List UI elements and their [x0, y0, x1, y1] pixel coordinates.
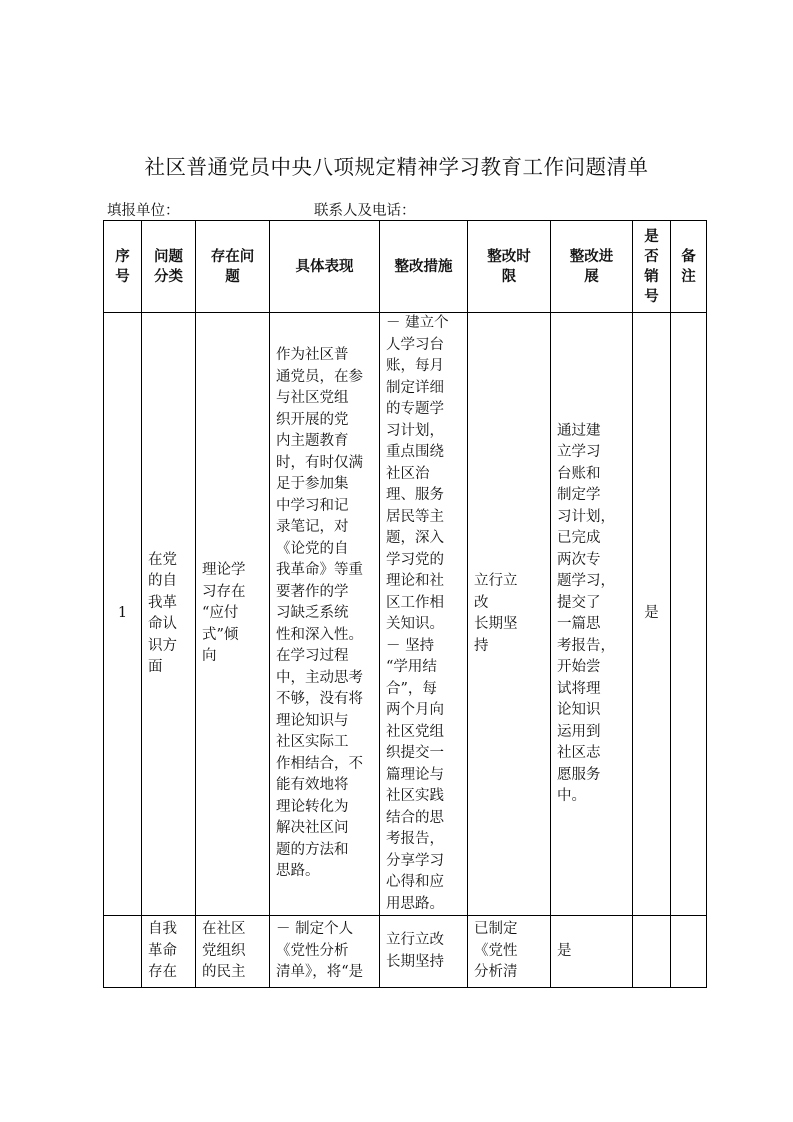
row-problem: 在社区 党组织 的民主: [196, 916, 270, 988]
header-category: 问题 分类: [142, 221, 196, 313]
row-measures: － 建立个 人学习台 账，每月 制定详细 的专题学 习计划， 重点围绕 社区治 理、服务 居民等主 题，深入 学习党的 理论和社 区工作相 关知识。 － 坚持 “学用结 合”，每 两个月向 社区党组 织提交一 篇理论与 社区实践 结合的思 考报告， 分享学习 心得和应 用思路。: [380, 313, 468, 916]
row-category: 自我 革命 存在: [142, 916, 196, 988]
row-progress: 是: [551, 916, 633, 988]
row-closed: [633, 916, 671, 988]
row-category: 在党 的自 我革 命认 识方 面: [142, 313, 196, 916]
table-row: [104, 916, 707, 988]
row-index: 1: [104, 313, 142, 916]
problem-list-table: [103, 220, 707, 988]
header-problem: 存在问 题: [196, 221, 270, 313]
row-remark: [671, 313, 707, 916]
row-progress: 通过建 立学习 台账和 制定学 习计划， 已完成 两次专 题学习， 提交了 一篇思 考报告， 开始尝 试将理 论知识 运用到 社区志 愿服务 中。: [551, 313, 633, 916]
document-title: 社区普通党员中央八项规定精神学习教育工作问题清单: [144, 155, 649, 179]
row-deadline: 已制定 《党性 分析清: [468, 916, 551, 988]
header-deadline: 整改时 限: [468, 221, 551, 313]
row-remark: [671, 916, 707, 988]
row-deadline: 立行立 改 长期坚 持: [468, 313, 551, 916]
contact-label: 联系人及电话：: [314, 203, 416, 219]
row-detail: － 制定个人 《党性分析 清单》，将“是: [270, 916, 380, 988]
header-remark: 备 注: [671, 221, 707, 313]
row-closed: 是: [633, 313, 671, 916]
header-detail: 具体表现: [270, 221, 380, 313]
header-index: 序 号: [104, 221, 142, 313]
row-measures: 立行立改 长期坚持: [380, 916, 468, 988]
row-detail: 作为社区普 通党员，在参 与社区党组 织开展的党 内主题教育 时，有时仅满 足于参加集 中学习和记 录笔记，对 《论党的自 我革命》等重 要著作的学 习缺乏系统 性和深入性。 在学习过程 中，主动思考 不够，没有将 理论知识与 社区实际工 作相结合，不 能有效地将 理论转化为 解决社区问 题的方法和 思路。: [270, 313, 380, 916]
header-measures: 整改措施: [380, 221, 468, 313]
row-index: [104, 916, 142, 988]
row-problem: 理论学 习存在 “应付 式”倾 向: [196, 313, 270, 916]
fill-unit-label: 填报单位：: [107, 203, 180, 219]
table-row: [104, 313, 707, 916]
header-progress: 整改进 展: [551, 221, 633, 313]
header-row: [104, 221, 707, 313]
header-closed: 是 否 销 号: [633, 221, 671, 313]
